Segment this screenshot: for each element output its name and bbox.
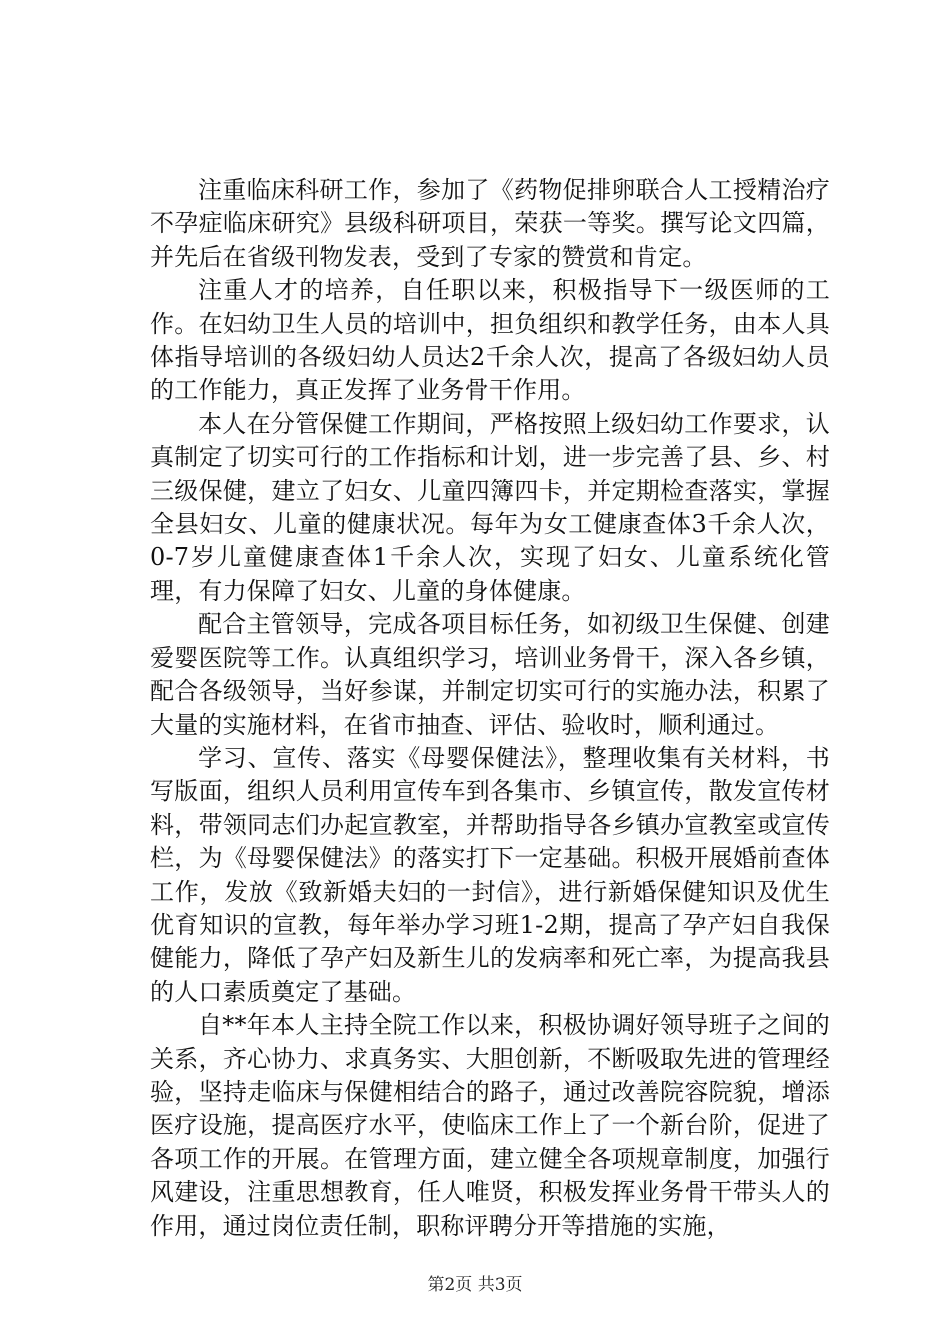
paragraph-maternal-law: 学习、宣传、落实《母婴保健法》，整理收集有关材料，书写版面，组织人员利用宣传车到各集市、乡镇宣传，散发宣传材料，带领同志们办起宣教室，并帮助指导各乡镇办宣教室或宣传栏，为《母婴保健法》的落实打下一定基础。积极开展婚前查体工作，发放《致新婚夫妇的一封信》，进行新婚保健知识及优生优育知识的宣教，每年举办学习班1-2期，提高了孕产妇自我保健能力，降低了孕产妇及新生儿的发病率和死亡率，为提高我县的人口素质奠定了基础。 bbox=[150, 743, 830, 1006]
paragraph-targets: 配合主管领导，完成各项目标任务，如初级卫生保健、创建爱婴医院等工作。认真组织学习，培训业务骨干，深入各乡镇，配合各级领导，当好参谋，并制定切实可行的实施办法，积累了大量的实施材料，在省市抽查、评估、验收时，顺利通过。 bbox=[150, 610, 830, 739]
paragraph-health-care: 本人在分管保健工作期间，严格按照上级妇幼工作要求，认真制定了切实可行的工作指标和计划，进一步完善了县、乡、村三级保健，建立了妇女、儿童四簿四卡，并定期检查落实，掌握全县妇女、儿童的健康状况。每年为女工健康查体3千余人次，0-7岁儿童健康查体1千余人次，实现了妇女、儿童系统化管理，有力保障了妇女、儿童的身体健康。 bbox=[150, 409, 830, 605]
page-number-footer: 第2页 共3页 bbox=[427, 1275, 523, 1295]
body-text bbox=[150, 174, 830, 1243]
paragraph-research: 注重临床科研工作，参加了《药物促排卵联合人工授精治疗不孕症临床研究》县级科研项目，荣获一等奖。撰写论文四篇，并先后在省级刊物发表，受到了专家的赞赏和肯定。 bbox=[150, 176, 830, 271]
paragraph-management: 自**年本人主持全院工作以来，积极协调好领导班子之间的关系，齐心协力、求真务实、大胆创新，不断吸取先进的管理经验，坚持走临床与保健相结合的路子，通过改善院容院貌，增添医疗设施，提高医疗水平，使临床工作上了一个新台阶，促进了各项工作的开展。在管理方面，建立健全各项规章制度，加强行风建设，注重思想教育，任人唯贤，积极发挥业务骨干带头人的作用，通过岗位责任制，职称评聘分开等措施的实施， bbox=[150, 1011, 830, 1240]
paragraph-training: 注重人才的培养，自任职以来，积极指导下一级医师的工作。在妇幼卫生人员的培训中，担负组织和教学任务，由本人具体指导培训的各级妇幼人员达2千余人次，提高了各级妇幼人员的工作能力，真正发挥了业务骨干作用。 bbox=[150, 276, 830, 405]
